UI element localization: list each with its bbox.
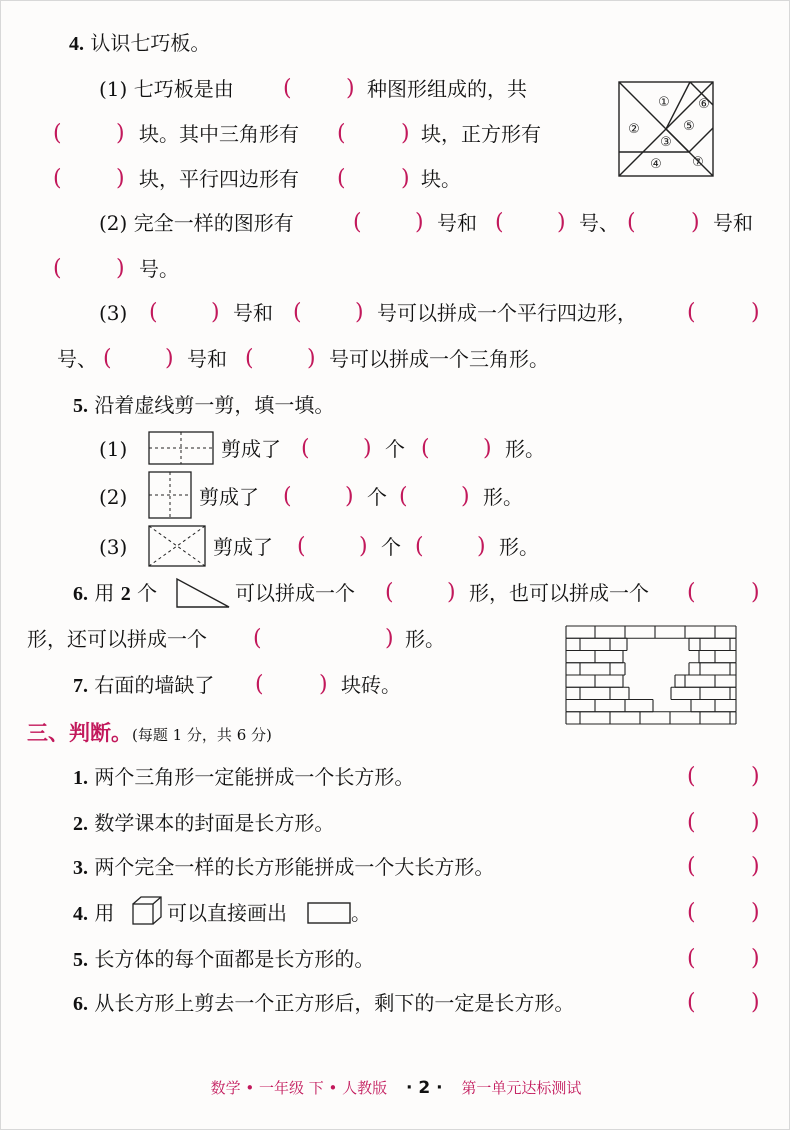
blank-close: ): [116, 256, 125, 281]
q4-part3-num: (3): [99, 301, 128, 325]
blank-close: ): [461, 484, 470, 509]
q4-title: 4. 认识七巧板。: [69, 31, 211, 55]
blank-close: ): [401, 166, 410, 191]
judge-item-4: 4. 用: [73, 901, 115, 925]
blank-open: (: [53, 256, 62, 281]
q6-text-d: 形，也可以拼成一个: [469, 581, 649, 605]
blank-close: ): [751, 854, 760, 879]
q5-item1-text-c: 形。: [505, 437, 545, 461]
blank-close: ): [355, 300, 364, 325]
q4-part1-text-d: 块，正方形有: [421, 122, 541, 146]
q5-item2-num: (2): [99, 485, 128, 509]
q4-part1-text-f: 块。: [421, 167, 461, 191]
q4-part2-text-d: 号和: [713, 211, 753, 235]
q5-title: 5. 沿着虚线剪一剪，填一填。: [73, 393, 335, 417]
section3-heading: 三、判断。(每题 1 分，共 6 分): [27, 720, 272, 745]
blank-close: ): [751, 900, 760, 925]
blank-close: ): [319, 672, 328, 697]
q5-item2-text-b: 个: [367, 485, 387, 509]
q5-item2-text-c: 形。: [483, 485, 523, 509]
q5-item1-num: (1): [99, 437, 128, 461]
blank-open: (: [687, 764, 696, 789]
blank-open: (: [687, 900, 696, 925]
blank-close: ): [751, 300, 760, 325]
q5-item3-text-c: 形。: [499, 535, 539, 559]
q4-part1-line1: (1) 七巧板是由: [99, 77, 234, 101]
blank-open: (: [253, 626, 262, 651]
blank-open: (: [301, 436, 310, 461]
q6-line1: 6. 用 2 个: [73, 581, 158, 605]
q7-text-b: 块砖。: [341, 673, 401, 697]
q5-item1-text-a: 剪成了: [221, 437, 281, 461]
cuboid-figure: [131, 895, 163, 927]
q5-item2-text-a: 剪成了: [199, 485, 259, 509]
footer-subject: 数学 • 一年级 下 • 人教版: [210, 1079, 388, 1097]
blank-open: (: [421, 436, 430, 461]
q4-part1-text-c: 块。其中三角形有: [139, 122, 299, 146]
q4-part3-text-a: 号和: [233, 301, 273, 325]
blank-open: (: [495, 210, 504, 235]
blank-open: (: [53, 166, 62, 191]
blank-open: (: [149, 300, 158, 325]
q4-part2-line1: (2) 完全一样的图形有: [99, 211, 294, 235]
blank-open: (: [687, 300, 696, 325]
square-dashed-figure: [148, 471, 192, 519]
q6-text-f: 形。: [405, 627, 445, 651]
blank-close: ): [165, 346, 174, 371]
blank-close: ): [751, 810, 760, 835]
blank-open: (: [337, 121, 346, 146]
judge-item-1: 1. 两个三角形一定能拼成一个长方形。: [73, 765, 415, 789]
blank-open: (: [385, 580, 394, 605]
blank-open: (: [687, 810, 696, 835]
blank-close: ): [211, 300, 220, 325]
blank-close: ): [483, 436, 492, 461]
blank-close: ): [116, 166, 125, 191]
blank-open: (: [255, 672, 264, 697]
q4-part3-text-c: 号、: [57, 347, 97, 371]
blank-close: ): [401, 121, 410, 146]
tangram-label-7: ⑦: [692, 155, 704, 170]
brick-wall-figure: [565, 625, 737, 725]
rect-dashed-horizontal-figure: [148, 431, 214, 465]
blank-close: ): [691, 210, 700, 235]
blank-close: ): [415, 210, 424, 235]
blank-open: (: [283, 76, 292, 101]
q4-part1-text-e: 块，平行四边形有: [139, 167, 299, 191]
blank-open: (: [293, 300, 302, 325]
blank-close: ): [751, 580, 760, 605]
blank-close: ): [557, 210, 566, 235]
tangram-label-4: ④: [650, 157, 662, 172]
blank-close: ): [751, 764, 760, 789]
blank-open: (: [687, 580, 696, 605]
blank-close: ): [116, 121, 125, 146]
q4-part3-text-b: 号可以拼成一个平行四边形，: [377, 301, 637, 325]
blank-close: ): [363, 436, 372, 461]
blank-close: ): [345, 484, 354, 509]
q5-item3-num: (3): [99, 535, 128, 559]
judge-item-5: 5. 长方体的每个面都是长方形的。: [73, 947, 375, 971]
q4-part3-text-e: 号可以拼成一个三角形。: [329, 347, 549, 371]
tangram-label-1: ①: [658, 95, 670, 110]
judge-item-4-text-b: 可以直接画出: [167, 901, 287, 925]
blank-close: ): [385, 626, 394, 651]
blank-open: (: [297, 534, 306, 559]
blank-close: ): [751, 946, 760, 971]
q4-part3-text-d: 号和: [187, 347, 227, 371]
q4-part1-text-b: 种图形组成的，共: [367, 77, 527, 101]
tangram-label-5: ⑤: [683, 119, 695, 134]
blank-close: ): [359, 534, 368, 559]
blank-open: (: [627, 210, 636, 235]
tangram-label-3: ③: [660, 135, 672, 150]
blank-open: (: [687, 946, 696, 971]
blank-open: (: [337, 166, 346, 191]
rect-dashed-diagonal-figure: [148, 525, 206, 567]
q6-text-c: 可以拼成一个: [235, 581, 355, 605]
blank-open: (: [353, 210, 362, 235]
judge-item-2: 2. 数学课本的封面是长方形。: [73, 811, 335, 835]
q4-part2-text-b: 号和: [437, 211, 477, 235]
blank-open: (: [103, 346, 112, 371]
blank-open: (: [687, 990, 696, 1015]
judge-item-3: 3. 两个完全一样的长方形能拼成一个大长方形。: [73, 855, 495, 879]
judge-item-6: 6. 从长方形上剪去一个正方形后，剩下的一定是长方形。: [73, 991, 575, 1015]
blank-close: ): [307, 346, 316, 371]
blank-open: (: [53, 121, 62, 146]
right-triangle-figure: [175, 577, 231, 609]
page-number: · 2 ·: [405, 1078, 443, 1098]
tangram-label-6: ⑥: [698, 97, 710, 112]
blank-close: ): [751, 990, 760, 1015]
judge-item-4-text-c: 。: [351, 901, 371, 925]
tangram-label-2: ②: [628, 122, 640, 137]
q5-item3-text-b: 个: [381, 535, 401, 559]
q4-part2-text-e: 号。: [139, 257, 179, 281]
blank-open: (: [399, 484, 408, 509]
q5-item1-text-b: 个: [385, 437, 405, 461]
q6-text-e: 形，还可以拼成一个: [27, 627, 207, 651]
blank-open: (: [283, 484, 292, 509]
tangram-figure: [618, 81, 714, 177]
blank-close: ): [447, 580, 456, 605]
blank-open: (: [687, 854, 696, 879]
page-footer: [1, 1077, 790, 1098]
blank-open: (: [245, 346, 254, 371]
rectangle-figure: [307, 901, 351, 925]
footer-unit: 第一单元达标测试: [461, 1079, 582, 1097]
blank-open: (: [415, 534, 424, 559]
q5-item3-text-a: 剪成了: [213, 535, 273, 559]
q7-line: 7. 右面的墙缺了: [73, 673, 215, 697]
q4-part2-text-c: 号、: [579, 211, 619, 235]
blank-close: ): [477, 534, 486, 559]
blank-close: ): [346, 76, 355, 101]
